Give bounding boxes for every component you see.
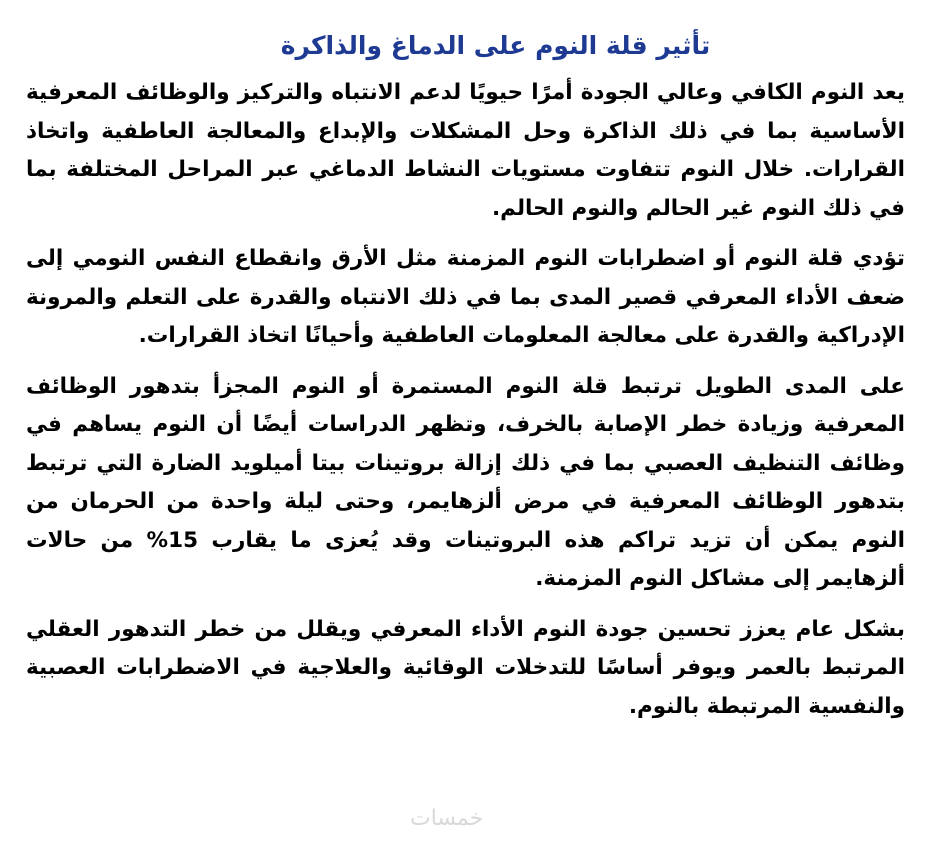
watermark-logo: خمسات [410,806,484,831]
paragraph-long-term: على المدى الطويل ترتبط قلة النوم المستمرة أو النوم المجزأ بتدهور الوظائف المعرفية وزيادة خطر الإصابة بالخرف، وتظهر الدراسات أيضًا أن النوم يساهم في وظائف التنظيف العصبي بما في ذلك إزالة بروتينات بيتا أميلويد الضارة التي ترتبط بتدهور الوظائف المعرفية في مرض ألزهايمر، وحتى ليلة واحدة من الحرمان من النوم يمكن أن تزيد تراكم هذه البروتينات وقد يُعزى ما يقارب 15% من حالات ألزهايمر إلى مشاكل النوم المزمنة. [26,373,906,591]
document-title: تأثير قلة النوم على الدماغ والذاكرة [280,31,711,60]
paragraph-conclusion: بشكل عام يعزز تحسين جودة النوم الأداء المعرفي ويقلل من خطر التدهور العقلي المرتبط بالعمر ويوفر أساسًا للتدخلات الوقائية والعلاجية في الاضطرابات العصبية والنفسية المرتبطة بالنوم. [26,616,905,719]
paragraph-intro: يعد النوم الكافي وعالي الجودة أمرًا حيويًا لدعم الانتباه والتركيز والوظائف المعرفية الأساسية بما في ذلك الذاكرة وحل المشكلات والإبداع والمعالجة العاطفية واتخاذ القرارات. خلال النوم تتفاوت مستويات النشاط الدماغي عبر المراحل المختلفة بما في ذلك النوم غير الحالم والنوم الحالم. [26,80,905,221]
paragraph-short-term: تؤدي قلة النوم أو اضطرابات النوم المزمنة مثل الأرق وانقطاع النفس النومي إلى ضعف الأداء المعرفي قصير المدى بما في ذلك الانتباه والقدرة على التعلم والمرونة الإدراكية والقدرة على معالجة المعلومات العاطفية وأحيانًا اتخاذ القرارات. [26,246,905,348]
